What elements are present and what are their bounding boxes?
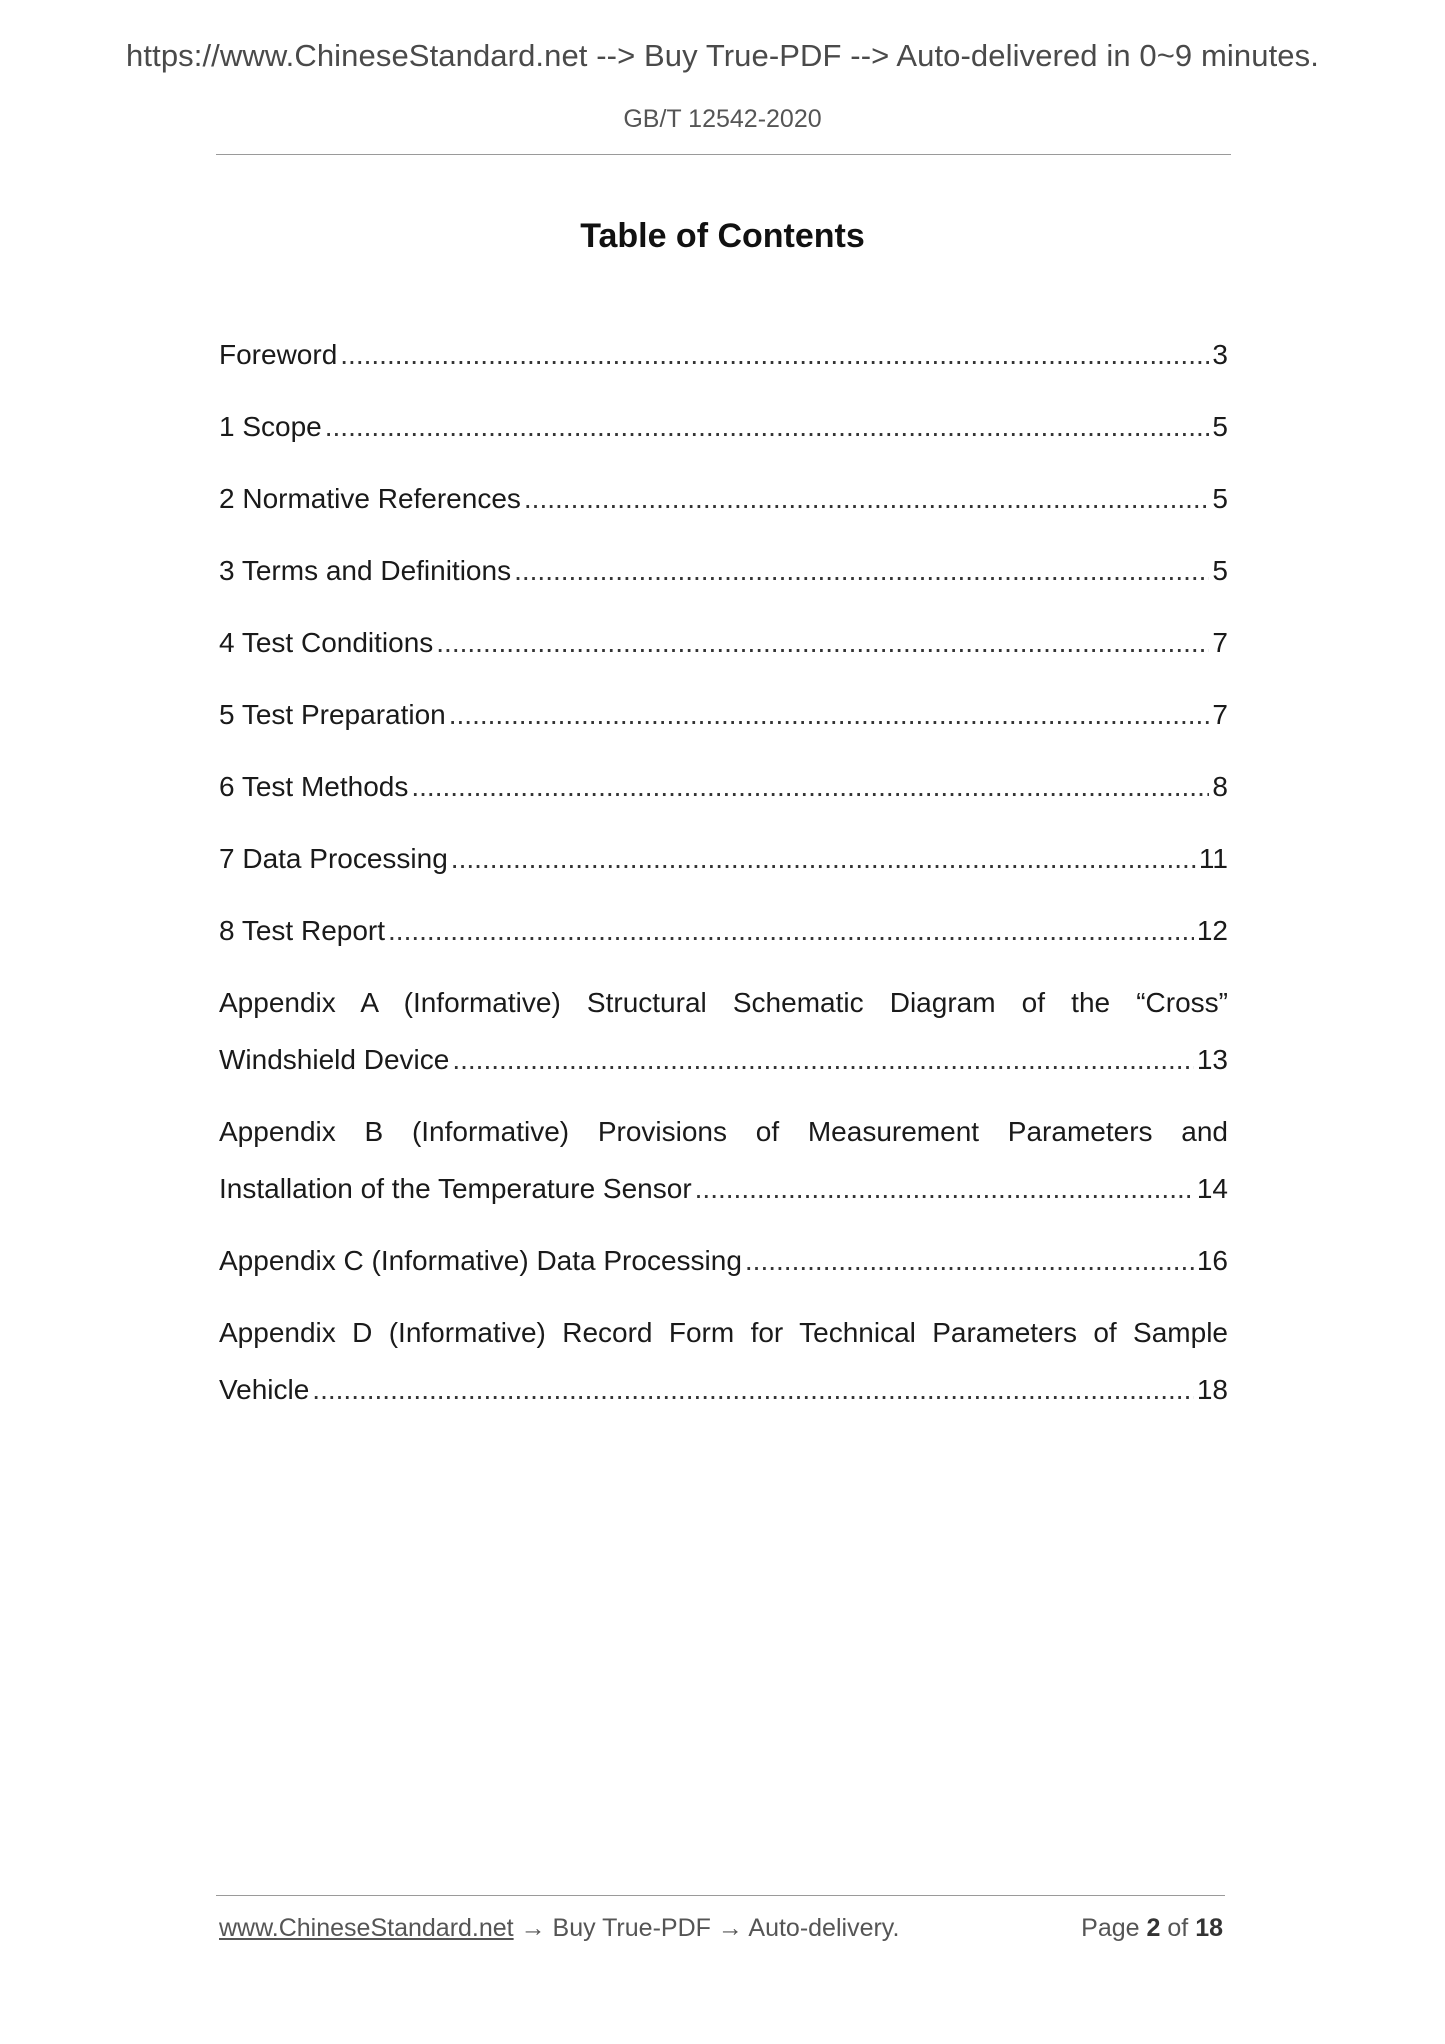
footer-divider [216,1895,1225,1896]
dot-leader [388,911,1194,951]
page-current: 2 [1146,1914,1161,1942]
toc-page-number: 12 [1196,915,1228,946]
toc-entry-appendix-a[interactable] [219,983,1228,1112]
toc-entry-label-line1: Appendix D (Informative) Record Form for Technical Parameters of Sample [219,1317,1228,1348]
toc-page-number: 11 [1198,843,1228,874]
toc-entry-label-line1: Appendix B (Informative) Provisions of Measurement Parameters and [219,1116,1228,1147]
toc-entry-terms-definitions[interactable] [219,551,1228,623]
toc-entry-label: 2 Normative References [219,483,521,514]
dot-leader [312,1370,1194,1410]
page-label: Page [1081,1914,1140,1942]
dot-leader [340,335,1209,375]
page-footer [219,1914,1223,1943]
toc-page-number: 7 [1212,699,1228,730]
toc-page-number: 5 [1212,411,1228,442]
toc-entry-test-conditions[interactable] [219,623,1228,695]
toc-entry-label: 6 Test Methods [219,771,409,802]
standard-code: GB/T 12542-2020 [623,105,822,133]
dot-leader [325,407,1210,447]
toc-page-number: 16 [1196,1245,1228,1276]
dot-leader [514,551,1209,591]
toc-page-number: 5 [1212,555,1228,586]
toc-page-number: 18 [1196,1374,1228,1405]
dot-leader [695,1169,1194,1209]
toc-entry-data-processing[interactable] [219,839,1228,911]
toc-page-number: 8 [1212,771,1228,802]
toc-entry-label-line2: Windshield Device [219,1044,450,1075]
toc-entry-label: 1 Scope [219,411,322,442]
page-title: Table of Contents [580,217,865,255]
footer-tagline: → Buy True-PDF → Auto-delivery. [513,1914,900,1942]
dot-leader [449,695,1210,735]
toc-entry-test-preparation[interactable] [219,695,1228,767]
toc-entry-label-line2: Installation of the Temperature Sensor [219,1173,692,1204]
page-of: of [1167,1914,1189,1942]
toc-entry-label: 3 Terms and Definitions [219,555,512,586]
toc-entry-label: 4 Test Conditions [219,627,434,658]
toc-entry-test-report[interactable] [219,911,1228,983]
toc-entry-label: Foreword [219,339,338,370]
toc-entry-label-line1: Appendix A (Informative) Structural Schematic Diagram of the “Cross” [219,987,1228,1018]
toc-page-number: 14 [1196,1173,1228,1204]
toc-entry-label-line2: Vehicle [219,1374,310,1405]
toc-entry-label: 8 Test Report [219,915,386,946]
toc-entry-normative-references[interactable] [219,479,1228,551]
dot-leader [524,479,1210,519]
toc-entry-label: Appendix C (Informative) Data Processing [219,1245,742,1276]
table-of-contents [219,335,1228,1442]
toc-entry-test-methods[interactable] [219,767,1228,839]
toc-page-number: 5 [1212,483,1228,514]
toc-entry-foreword[interactable] [219,335,1228,407]
toc-page-number: 3 [1212,339,1228,370]
dot-leader [451,839,1196,879]
top-banner[interactable]: https://www.ChineseStandard.net --> Buy True-PDF --> Auto-delivered in 0~9 minutes. [126,38,1319,73]
header-divider [216,154,1231,155]
toc-page-number: 7 [1212,627,1228,658]
dot-leader [745,1241,1194,1281]
toc-entry-label: 7 Data Processing [219,843,448,874]
toc-entry-label: 5 Test Preparation [219,699,446,730]
page-total: 18 [1195,1914,1223,1942]
page-indicator [1081,1914,1223,1943]
dot-leader [436,623,1209,663]
dot-leader [452,1040,1194,1080]
toc-entry-appendix-d[interactable] [219,1313,1228,1442]
toc-page-number: 13 [1196,1044,1228,1075]
dot-leader [411,767,1209,807]
footer-site-link[interactable]: www.ChineseStandard.net [219,1914,514,1942]
toc-entry-appendix-c[interactable] [219,1241,1228,1313]
toc-entry-appendix-b[interactable] [219,1112,1228,1241]
toc-entry-scope[interactable] [219,407,1228,479]
